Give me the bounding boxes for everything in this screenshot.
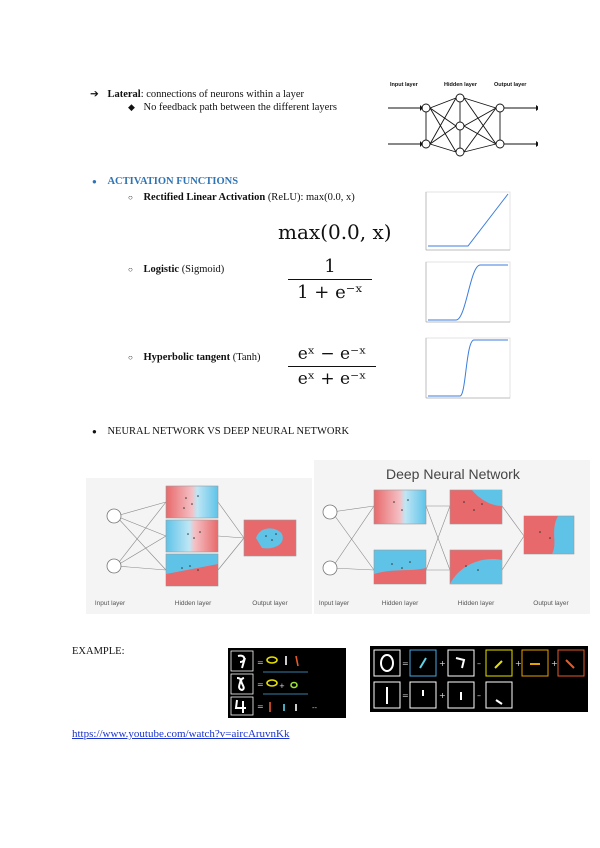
- deep-network-figure: [314, 460, 590, 614]
- svg-text:=: =: [402, 691, 409, 700]
- lateral-term: Lateral: [107, 89, 141, 100]
- svg-text:=: =: [257, 658, 264, 667]
- tanh-formula: [288, 344, 376, 389]
- relu-name: Rectified Linear Activation: [143, 192, 266, 203]
- svg-text:=: =: [257, 702, 264, 711]
- activation-heading: ACTIVATION FUNCTIONS: [107, 176, 239, 187]
- svg-text:+: +: [515, 659, 522, 668]
- sigmoid-name: Logistic: [143, 264, 180, 275]
- relu-suffix: (ReLU): max(0.0, x): [265, 192, 355, 203]
- sigmoid-suffix: (Sigmoid): [179, 264, 225, 275]
- diagram-hidden-label: Hidden layer: [444, 82, 478, 88]
- deep-hidden-caption-1: Hidden layer: [381, 600, 419, 607]
- svg-text:+: +: [439, 659, 446, 668]
- deep-input-caption: Input layer: [318, 600, 350, 607]
- deep-output-caption: Output layer: [533, 600, 569, 607]
- digit-decomposition-image-1: [228, 648, 346, 718]
- sigmoid-denominator: 1 + e⁻ˣ: [297, 282, 363, 303]
- diamond-bullet-icon: ◆: [128, 102, 135, 112]
- relu-plot: [416, 188, 514, 258]
- deep-network-title: Deep Neural Network: [386, 466, 520, 482]
- svg-text:--: --: [312, 704, 318, 712]
- tanh-plot: [416, 334, 514, 406]
- activation-heading-line: ● ACTIVATION FUNCTIONS: [92, 176, 239, 187]
- lateral-line: [90, 88, 304, 100]
- relu-formula: max(0.0, x): [278, 220, 392, 244]
- shallow-network-figure: [86, 478, 312, 614]
- shallow-output-caption: Output layer: [252, 600, 288, 607]
- svg-text:+: +: [279, 682, 285, 690]
- nn-heading-line: ● NEURAL NETWORK VS DEEP NEURAL NETWORK: [92, 426, 350, 437]
- sigmoid-item: ○ Logistic (Sigmoid): [128, 264, 225, 275]
- tanh-item: ○ Hyperbolic tangent (Tanh): [128, 352, 261, 363]
- svg-text:=: =: [402, 659, 409, 668]
- youtube-link[interactable]: https://www.youtube.com/watch?v=aircAruvnKk: [72, 728, 290, 740]
- sigmoid-numerator: 1: [324, 256, 336, 277]
- sigmoid-plot: [416, 258, 514, 330]
- digit-decomposition-image-2: [370, 646, 588, 712]
- example-label: EXAMPLE:: [72, 646, 125, 657]
- lateral-text: : connections of neurons within a layer: [140, 89, 304, 100]
- shallow-hidden-caption: Hidden layer: [174, 600, 212, 607]
- svg-text:+: +: [551, 659, 558, 668]
- shallow-input-caption: Input layer: [94, 600, 126, 607]
- nn-heading: NEURAL NETWORK VS DEEP NEURAL NETWORK: [107, 426, 350, 437]
- svg-text:+: +: [439, 691, 446, 700]
- svg-text:–: –: [477, 691, 481, 700]
- deep-hidden-caption-2: Hidden layer: [457, 600, 495, 607]
- sigmoid-formula: [288, 256, 372, 303]
- relu-item: ○ Rectified Linear Activation (ReLU): max(0.0, x): [128, 192, 355, 203]
- lateral-sub-line: [128, 102, 337, 113]
- svg-text:=: =: [257, 680, 264, 689]
- network-graph: [388, 90, 538, 162]
- tanh-denominator: eˣ + e⁻ˣ: [297, 369, 367, 389]
- svg-text:–: –: [477, 659, 481, 668]
- lateral-network-diagram: [388, 82, 538, 162]
- diagram-output-label: Output layer: [494, 82, 527, 88]
- lateral-sub-text: No feedback path between the different layers: [143, 102, 337, 113]
- tanh-suffix: (Tanh): [230, 352, 261, 363]
- tanh-numerator: eˣ − e⁻ˣ: [297, 344, 367, 364]
- diagram-input-label: Input layer: [390, 82, 418, 88]
- arrow-bullet-icon: ➔: [90, 89, 99, 100]
- tanh-name: Hyperbolic tangent: [143, 352, 231, 363]
